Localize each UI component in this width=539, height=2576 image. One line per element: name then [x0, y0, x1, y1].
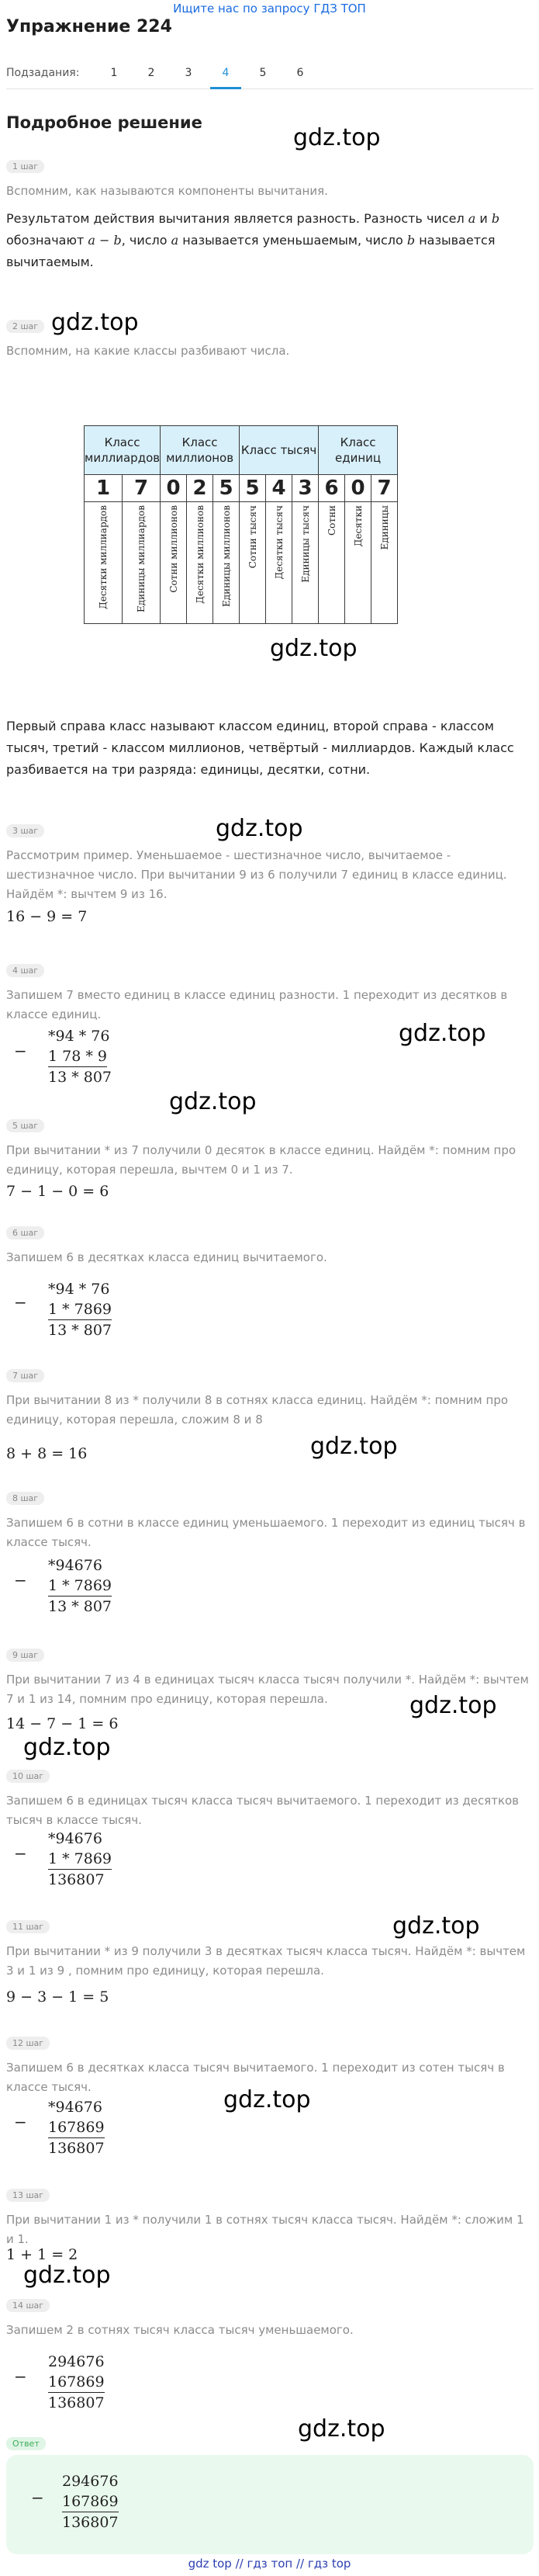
step-note: При вычитании 8 из * получили 8 в сотнях класса единиц. Найдём *: помним про единицу, которая перешла, сложим 8 и 8 — [6, 1393, 509, 1427]
place-cell: Десятки — [345, 502, 371, 624]
place-cell: Единицы миллионов — [213, 502, 240, 624]
watermark: gdz.top — [270, 635, 358, 662]
equation: 16 − 9 = 7 — [6, 908, 88, 925]
tab-1[interactable]: 1 — [110, 67, 118, 79]
class-header: Класс тысяч — [240, 426, 319, 475]
digit-cell: 2 — [187, 475, 213, 502]
step-note: Рассмотрим пример. Уменьшаемое - шестизначное число, вычитаемое - шестизначное число. При вычитании 9 из 6 получили 7 единиц в классе единиц. Найдём *: вычтем 9 из 16. — [6, 848, 507, 901]
watermark: gdz.top — [169, 1088, 257, 1115]
place-cell: Десятки миллионов — [187, 502, 213, 624]
subtask-label: Подзадания: — [6, 67, 80, 79]
step-badge: 10 шаг — [6, 1770, 50, 1783]
column-subtraction: *94676 167869 136807 — [48, 2099, 105, 2157]
place-cell: Сотни миллионов — [161, 502, 187, 624]
minus-sign: − — [14, 1844, 27, 1863]
digit-cell: 1 — [85, 475, 123, 502]
minus-sign: − — [14, 2113, 27, 2131]
minus-sign: − — [14, 2367, 27, 2386]
watermark: gdz.top — [216, 815, 303, 842]
step-badge: 12 шаг — [6, 2037, 50, 2050]
minus-sign: − — [14, 1293, 27, 1312]
step-badge: 2 шаг — [6, 320, 44, 333]
watermark: gdz.top — [23, 2262, 111, 2289]
solution-heading: Подробное решение — [6, 113, 202, 132]
step-note: При вычитании 7 из 4 в единицах тысяч класса тысяч получили *. Найдём *: вычтем 7 и 1 из 14, помним про единицу, которая перешла. — [6, 1673, 529, 1706]
classes-table — [84, 425, 398, 624]
step-badge: 1 шаг — [6, 160, 44, 173]
step-note: Запишем 6 в десятках класса тысяч вычитаемого. 1 переходит из сотен тысяч в классе тысяч. — [6, 2061, 505, 2094]
digit-cell: 5 — [213, 475, 240, 502]
tab-6[interactable]: 6 — [296, 67, 304, 79]
class-header: Класс миллионов — [161, 426, 240, 475]
tab-3[interactable]: 3 — [185, 67, 192, 79]
digit-cell: 4 — [266, 475, 292, 502]
equation: 8 + 8 = 16 — [6, 1445, 88, 1462]
answer-column-subtraction: 294676 167869 136807 — [62, 2473, 119, 2531]
column-subtraction: *94676 1 * 7869 136807 — [48, 1830, 112, 1888]
step-badge: 9 шаг — [6, 1649, 44, 1662]
step-badge: 6 шаг — [6, 1226, 44, 1239]
step-note: Запишем 2 в сотнях тысяч класса тысяч уменьшаемого. — [6, 2323, 354, 2337]
digit-cell: 0 — [161, 475, 187, 502]
digit-cell: 0 — [345, 475, 371, 502]
step-badge: 8 шаг — [6, 1492, 44, 1505]
minus-sign: − — [14, 1042, 27, 1060]
place-cell: Десятки миллиардов — [85, 502, 123, 624]
place-cell: Сотни — [319, 502, 345, 624]
tab-2[interactable]: 2 — [147, 67, 155, 79]
column-subtraction: *94 * 76 1 78 * 9 13 * 807 — [48, 1028, 112, 1086]
digit-cell: 7 — [123, 475, 161, 502]
watermark: gdz.top — [392, 1912, 480, 1940]
step-badge: 13 шаг — [6, 2189, 50, 2202]
class-header: Класс единиц — [319, 426, 398, 475]
digit-cell: 6 — [319, 475, 345, 502]
page-title: Упражнение 224 — [6, 17, 172, 36]
watermark: gdz.top — [409, 1692, 497, 1719]
subtask-tabs — [6, 61, 534, 89]
watermark: gdz.top — [223, 2086, 311, 2113]
step-badge: 5 шаг — [6, 1119, 44, 1132]
step-note: При вычитании * из 7 получили 0 десяток в классе единиц. Найдём *: помним про единицу, которая перешла, вычтем 0 и 1 из 7. — [6, 1143, 517, 1177]
place-cell: Сотни тысяч — [240, 502, 266, 624]
place-cell: Единицы тысяч — [292, 502, 319, 624]
place-cell: Десятки тысяч — [266, 502, 292, 624]
watermark: gdz.top — [310, 1433, 398, 1460]
class-header: Класс миллиардов — [85, 426, 161, 475]
step-note: Вспомним, на какие классы разбивают числа. — [6, 344, 290, 358]
watermark: gdz.top — [298, 2415, 385, 2443]
column-subtraction: *94676 1 * 7869 13 * 807 — [48, 1557, 112, 1615]
digit-cell: 7 — [371, 475, 398, 502]
active-tab-indicator — [210, 87, 241, 89]
step-note: Запишем 6 в единицах тысяч класса тысяч вычитаемого. 1 переходит из десятков тысяч в классе тысяч. — [6, 1794, 520, 1827]
step-badge: 11 шаг — [6, 1920, 50, 1933]
step-note: При вычитании * из 9 получили 3 в десятках тысяч класса тысяч. Найдём *: вычтем 3 и 1 из 9 , помним про единицу, которая перешла. — [6, 1944, 526, 1978]
digit-cell: 5 — [240, 475, 266, 502]
step-note: Вспомним, как называются компоненты вычитания. — [6, 184, 328, 198]
equation: 1 + 1 = 2 — [6, 2246, 78, 2263]
place-cell: Единицы миллиардов — [123, 502, 161, 624]
classes-explanation: Первый справа класс называют классом единиц, второй справа - классом тысяч, третий - классом миллионов, четвёртый - миллиардов. Каждый класс разбивается на три разряда: единицы, десятки, сотни. — [6, 719, 514, 777]
step-note: Запишем 6 в сотни в классе единиц уменьшаемого. 1 переходит из единиц тысяч в классе тысяч. — [6, 1516, 526, 1549]
equation: 14 − 7 − 1 = 6 — [6, 1715, 119, 1732]
step-note: При вычитании 1 из * получили 1 в сотнях тысяч класса тысяч. Найдём *: сложим 1 и 1. — [6, 2213, 524, 2246]
digit-cell: 3 — [292, 475, 319, 502]
top-banner-link[interactable]: Ищите нас по запросу ГДЗ ТОП — [173, 2, 366, 16]
step-badge: 3 шаг — [6, 824, 44, 837]
footer-links[interactable]: gdz top // гдз топ // гдз top — [188, 2557, 351, 2571]
minus-sign: − — [31, 2488, 44, 2507]
step-text: Результатом действия вычитания является разность. Разность чисел a и b обозначают a − b, число a называется уменьшаемым, число b называется вычитаемым. — [6, 211, 500, 269]
watermark: gdz.top — [23, 1734, 111, 1761]
column-subtraction: *94 * 76 1 * 7869 13 * 807 — [48, 1281, 112, 1339]
minus-sign: − — [14, 1571, 27, 1590]
column-subtraction: 294676 167869 136807 — [48, 2353, 105, 2411]
watermark: gdz.top — [293, 124, 381, 151]
tab-5[interactable]: 5 — [259, 67, 267, 79]
answer-badge: Ответ — [6, 2437, 46, 2450]
watermark: gdz.top — [399, 1020, 486, 1047]
equation: 9 − 3 − 1 = 5 — [6, 1988, 109, 2006]
step-badge: 14 шаг — [6, 2299, 50, 2312]
tab-4[interactable]: 4 — [222, 67, 230, 79]
step-badge: 4 шаг — [6, 964, 44, 977]
step-note: Запишем 7 вместо единиц в классе единиц разности. 1 переходит из десятков в классе единиц. — [6, 988, 508, 1021]
step-note: Запишем 6 в десятках класса единиц вычитаемого. — [6, 1250, 327, 1264]
place-cell: Единицы — [371, 502, 398, 624]
step-badge: 7 шаг — [6, 1369, 44, 1382]
watermark: gdz.top — [51, 309, 139, 336]
equation: 7 − 1 − 0 = 6 — [6, 1183, 109, 1200]
